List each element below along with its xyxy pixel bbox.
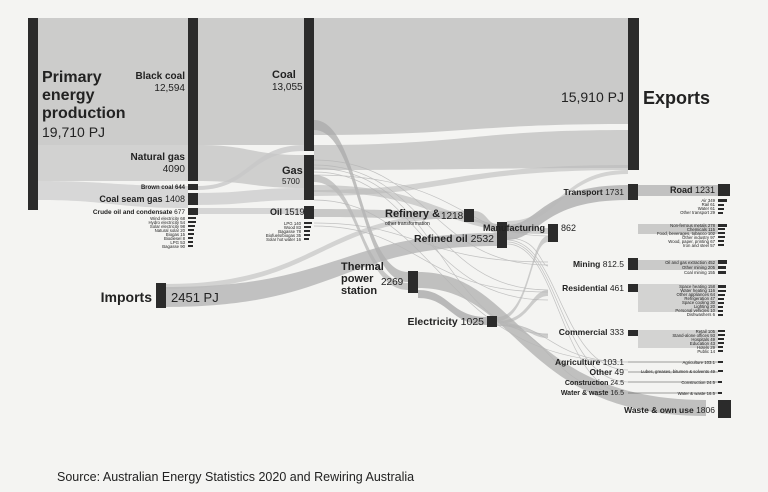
node-exports <box>628 18 639 170</box>
minor-source: Biodiesel 8 <box>163 236 185 241</box>
end-use-item: Rail 61 <box>701 202 715 207</box>
node-transport <box>628 184 638 200</box>
end-use-item: Other transport 29 <box>680 210 715 215</box>
end-use-item: Hospitals 49 <box>691 337 715 342</box>
black-coal-value: 12,594 <box>154 83 185 94</box>
minor-source: Wind electricity 68 <box>150 216 185 221</box>
oil-minor <box>266 221 302 242</box>
end-use-item: Water & waste 16.5 <box>677 391 715 396</box>
minor-source: LPG 53 <box>170 240 185 245</box>
end-use-item: Lighting 20 <box>693 304 715 309</box>
gas-label: Gas <box>282 165 303 177</box>
end-use-item: Agriculture 103.1 <box>682 360 715 365</box>
oil-minor-item: Biofuels/biogas 35 <box>265 233 301 238</box>
sector-manufacturing-value: 862 <box>561 223 577 233</box>
end-use-item: Other appliances 64 <box>676 292 715 297</box>
end-use-item: Chemicals 115 <box>686 227 715 232</box>
node-manufacturing <box>548 224 558 242</box>
refinery-sublabel: other transformation <box>385 221 430 227</box>
end-use-item: Personal vehicles 10 <box>675 308 715 313</box>
node-natural-gas <box>188 145 198 181</box>
end-use-item: Water heating 116 <box>680 288 715 293</box>
end-use-item: Space heating 158 <box>679 284 715 289</box>
end-use-item: Public 14 <box>697 349 715 354</box>
flow-gas-exports <box>314 130 628 170</box>
node-oil <box>304 206 314 219</box>
node-crude-oil <box>188 208 198 215</box>
node-black-coal <box>188 18 198 145</box>
oil-label: Oil 1519 <box>270 207 305 217</box>
sector-other: Other 49 <box>589 367 624 377</box>
electricity-label: Electricity 1025 <box>407 316 484 328</box>
sector-transport: Transport 1731 <box>563 187 624 197</box>
oil-minor-item: Solar hot water 16 <box>266 237 301 242</box>
sector-water: Water & waste 16.5 <box>560 390 624 397</box>
oil-minor-item: Wood 83 <box>283 225 301 230</box>
end-use-item: Water 61 <box>697 206 715 211</box>
coal-label: Coal <box>272 69 296 81</box>
thermal-label-1: Thermal <box>341 261 384 273</box>
end-use-item: Space cooling 30 <box>682 300 715 305</box>
thermal-label-2: power <box>341 273 374 285</box>
node-mining <box>628 258 638 270</box>
minor-source: Natural solar 20 <box>154 228 185 233</box>
minor-source: Biogas 15 <box>165 232 185 237</box>
refined-oil-label: Refined oil 2532 <box>414 233 494 245</box>
oil-minor-item: Bagasse 78 <box>278 229 301 234</box>
gas-value: 5700 <box>282 177 300 186</box>
thermal-label-3: station <box>341 285 378 297</box>
refinery-label: Refinery & <box>385 208 441 220</box>
coal-value: 13,055 <box>272 82 303 93</box>
end-use-item: Food, beverages, tobacco 102 <box>656 231 715 236</box>
end-use-item: Other industry 97 <box>682 235 715 240</box>
sector-residential: Residential 461 <box>562 283 624 293</box>
exports-title: Exports <box>643 88 711 108</box>
crude-oil-label: Crude oil and condensate 677 <box>92 209 185 216</box>
minor-source: Bagasse 90 <box>162 244 185 249</box>
sector-manufacturing-label: Manufacturing <box>483 223 545 233</box>
primary-title-1: Primary <box>42 69 102 86</box>
minor-sources <box>148 216 185 249</box>
node-refinery <box>464 209 474 222</box>
thermal-value: 2269 <box>381 277 404 288</box>
node-brown-coal <box>188 184 198 190</box>
road-label: Road 1231 <box>669 185 715 195</box>
node-imports <box>156 283 166 308</box>
imports-value: 2451 PJ <box>171 290 219 305</box>
end-use-item: Dishwashers 6 <box>686 312 715 317</box>
end-use-item: Education 43 <box>689 341 715 346</box>
node-coal <box>304 18 314 151</box>
end-use-item: Oil and gas extraction 452 <box>665 260 715 265</box>
end-use-item: Lubes, greases, bitumen & solvents 49 <box>640 369 715 374</box>
sector-commercial: Commercial 333 <box>558 327 624 337</box>
end-use-item: Wood, paper, printing 67 <box>668 239 715 244</box>
end-use-item: Non-ferrous metals 278 <box>670 223 715 228</box>
end-use-item: Construction 24.5 <box>681 380 715 385</box>
primary-title-3: production <box>42 105 126 122</box>
flow-csg-gas <box>198 188 304 205</box>
end-use-item: Other mining 205 <box>682 265 715 270</box>
node-residential <box>628 284 638 292</box>
end-use-item: Stand-alone offices 93 <box>672 333 715 338</box>
brown-coal-label: Brown coal 644 <box>140 185 185 191</box>
source-note: Source: Australian Energy Statistics 2020 and Rewiring Australia <box>57 470 415 484</box>
node-electricity <box>487 316 497 327</box>
node-road <box>718 184 730 196</box>
coal-seam-gas-label: Coal seam gas 1408 <box>99 194 185 204</box>
end-use-item: Coal mining 155 <box>683 270 715 275</box>
minor-source: Solar electricity 98 <box>149 224 185 229</box>
minor-source: Hydro electricity 54 <box>148 220 185 225</box>
natural-gas-value: 4090 <box>162 164 185 175</box>
oil-minor-item: LPG 140 <box>284 221 301 226</box>
end-use-item: Refrigeration 47 <box>684 296 715 301</box>
end-use-item: Hotels 29 <box>696 345 715 350</box>
node-thermal <box>408 271 418 293</box>
primary-value: 19,710 PJ <box>42 124 106 140</box>
waste-label: Waste & own use 1806 <box>624 405 715 415</box>
flow-coal-exports <box>314 18 628 135</box>
end-use-item: Air 349 <box>701 198 715 203</box>
sector-construction: Construction 24.5 <box>564 380 624 387</box>
imports-title: Imports <box>100 289 152 305</box>
primary-title-2: energy <box>42 87 95 104</box>
end-use-item: Retail 105 <box>695 329 715 334</box>
node-gas <box>304 155 314 200</box>
node-waste <box>718 400 731 418</box>
refinery-value: 1218 <box>441 211 464 222</box>
node-primary-production <box>28 18 38 210</box>
node-commercial <box>628 330 638 336</box>
sector-agriculture: Agriculture 103.1 <box>555 357 624 367</box>
flow-primary-natural-gas <box>38 145 188 181</box>
sector-mining: Mining 812.5 <box>572 259 624 269</box>
sector-leader-lines <box>628 362 718 393</box>
node-coal-seam-gas <box>188 193 198 205</box>
end-use-item: Iron and steel 57 <box>682 243 715 248</box>
exports-value: 15,910 PJ <box>560 89 624 105</box>
black-coal-label: Black coal <box>135 71 185 82</box>
natural-gas-label: Natural gas <box>130 152 185 163</box>
